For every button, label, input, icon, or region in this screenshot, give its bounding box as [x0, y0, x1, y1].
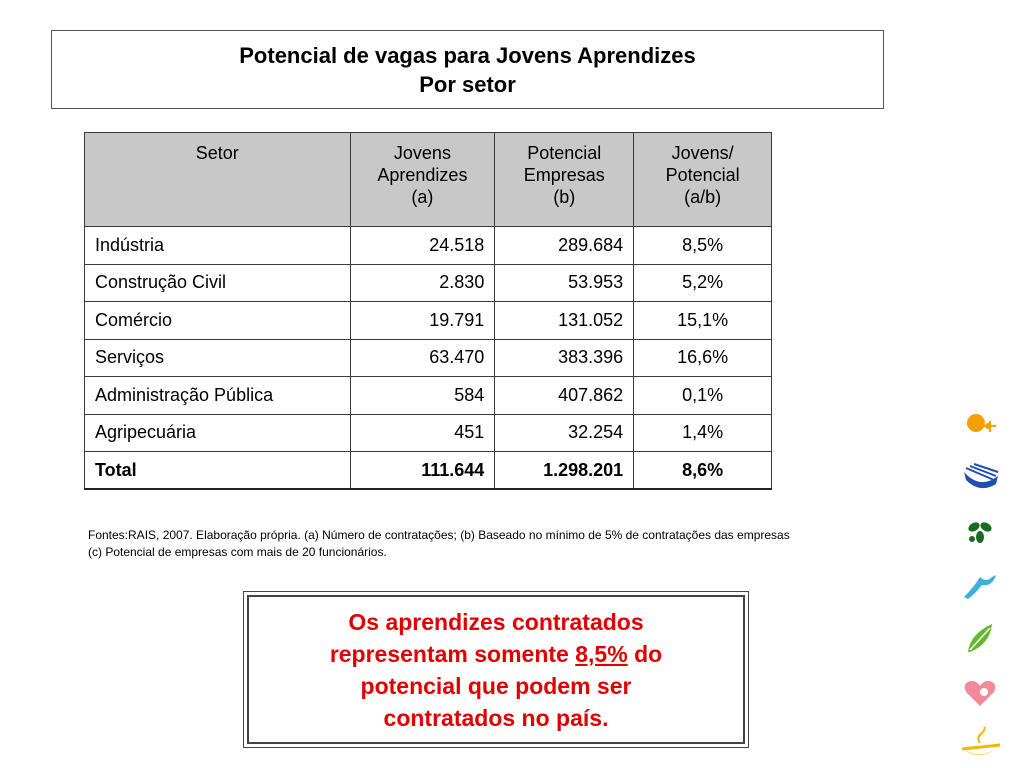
table-row [85, 302, 772, 340]
table-row [85, 339, 772, 377]
table-header-row [85, 133, 772, 227]
cell-ratio: 5,2% [634, 264, 772, 302]
sources-note [88, 527, 928, 561]
header-setor: Setor [85, 133, 351, 227]
cyan-bird-icon [958, 565, 1002, 605]
header-jovens-aprendizes: Jovens Aprendizes (a) [350, 133, 495, 227]
cell-total-label: Total [85, 452, 351, 490]
blue-stripes-icon [958, 458, 1002, 498]
sources-line-2: (c) Potencial de empresas com mais de 20 funcionários. [88, 545, 387, 559]
cell-potencial: 32.254 [495, 414, 634, 452]
callout-line-1: Os aprendizes contratados [348, 608, 644, 635]
callout-box [243, 591, 749, 748]
table-row [85, 264, 772, 302]
cell-jovens: 451 [350, 414, 495, 452]
cell-total-jovens: 111.644 [350, 452, 495, 490]
callout-inner [247, 595, 745, 744]
table-row [85, 227, 772, 265]
page-subtitle: Por setor [419, 71, 516, 97]
cell-jovens: 63.470 [350, 339, 495, 377]
cell-jovens: 19.791 [350, 302, 495, 340]
cell-ratio: 15,1% [634, 302, 772, 340]
callout-highlight: 8,5% [575, 640, 628, 667]
green-leaf-icon [958, 618, 1002, 658]
table-row [85, 377, 772, 415]
cell-jovens: 2.830 [350, 264, 495, 302]
page-title: Potencial de vagas para Jovens Aprendizes [239, 42, 696, 68]
yellow-bowl-icon [958, 725, 1002, 765]
callout-text [330, 606, 662, 734]
cell-potencial: 407.862 [495, 377, 634, 415]
sector-table [84, 132, 772, 490]
table-row [85, 414, 772, 452]
title-box [51, 30, 884, 109]
side-icon-strip [958, 404, 1010, 768]
pink-heart-icon [958, 672, 1002, 712]
cell-ratio: 0,1% [634, 377, 772, 415]
callout-line-4: contratados no país. [383, 704, 609, 731]
orange-figure-icon [958, 404, 1002, 444]
cell-potencial: 53.953 [495, 264, 634, 302]
cell-setor: Administração Pública [85, 377, 351, 415]
cell-potencial: 131.052 [495, 302, 634, 340]
cell-ratio: 16,6% [634, 339, 772, 377]
header-potencial-empresas: Potencial Empresas (b) [495, 133, 634, 227]
callout-line-3: potencial que podem ser [360, 672, 632, 699]
cell-ratio: 8,5% [634, 227, 772, 265]
cell-setor: Serviços [85, 339, 351, 377]
cell-total-ratio: 8,6% [634, 452, 772, 490]
cell-setor: Agripecuária [85, 414, 351, 452]
cell-setor: Comércio [85, 302, 351, 340]
sources-line-1: Fontes:RAIS, 2007. Elaboração própria. (a) Número de contratações; (b) Baseado no mínimo de 5% de contratações das empresas [88, 528, 790, 542]
cell-setor: Indústria [85, 227, 351, 265]
callout-line-2: representam somente 8,5% do [329, 640, 663, 667]
cell-ratio: 1,4% [634, 414, 772, 452]
header-jovens-potencial: Jovens/ Potencial (a/b) [634, 133, 772, 227]
table-total-row [85, 452, 772, 490]
cell-setor: Construção Civil [85, 264, 351, 302]
cell-potencial: 289.684 [495, 227, 634, 265]
cell-potencial: 383.396 [495, 339, 634, 377]
cell-jovens: 24.518 [350, 227, 495, 265]
cell-total-potencial: 1.298.201 [495, 452, 634, 490]
green-clover-icon [958, 511, 1002, 551]
cell-jovens: 584 [350, 377, 495, 415]
